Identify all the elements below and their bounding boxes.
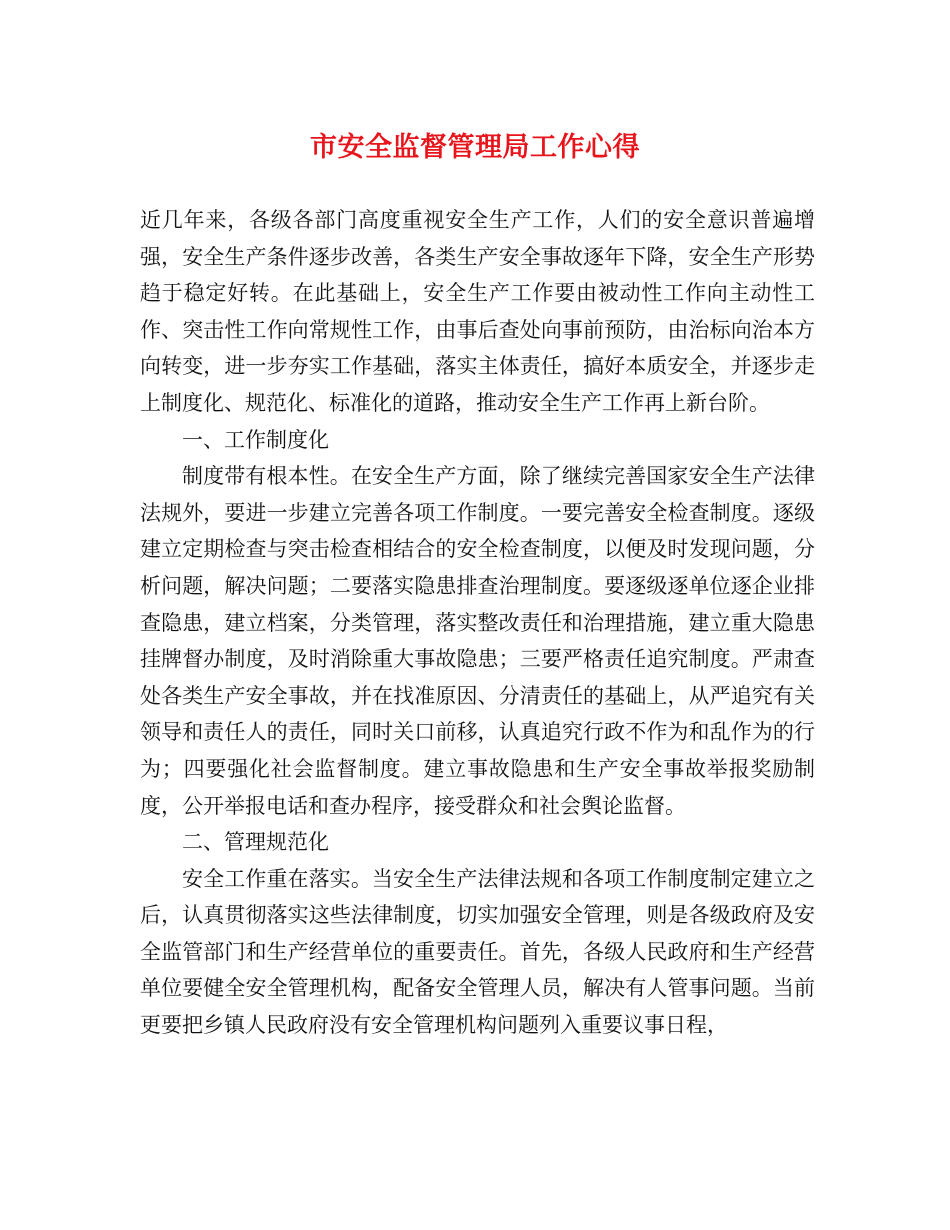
section-heading-2: 二、管理规范化 bbox=[182, 830, 329, 855]
section-paragraph-2: 安全工作重在落实。当安全生产法律法规和各项工作制度制定建立之后，认真贯彻落实这些法律制度，切实加强安全管理，则是各级政府及安全监管部门和生产经营单位的重要责任。首先，各级人民政府和生产经营单位要健全安全管理机构，配备安全管理人员，解决有人管事问题。当前更要把乡镇人民政府没有安全管理机构问题列入重要议事日程， bbox=[140, 866, 815, 1038]
document-body bbox=[140, 202, 815, 1044]
intro-paragraph: 近几年来，各级各部门高度重视安全生产工作，人们的安全意识普遍增强，安全生产条件逐步改善，各类生产安全事故逐年下降，安全生产形势趋于稳定好转。在此基础上，安全生产工作要由被动性工作向主动性工作、突击性工作向常规性工作，由事后查处向事前预防，由治标向治本方向转变，进一步夯实工作基础，落实主体责任，搞好本质安全，并逐步走上制度化、规范化、标准化的道路，推动安全生产工作再上新台阶。 bbox=[140, 208, 815, 415]
document-title: 市安全监督管理局工作心得 bbox=[310, 132, 640, 163]
section-heading-1: 一、工作制度化 bbox=[182, 427, 329, 452]
section-paragraph-1: 制度带有根本性。在安全生产方面，除了继续完善国家安全生产法律法规外，要进一步建立完善各项工作制度。一要完善安全检查制度。逐级建立定期检查与突击检查相结合的安全检查制度，以便及时发现问题，分析问题，解决问题；二要落实隐患排查治理制度。要逐级逐单位逐企业排查隐患，建立档案，分类管理，落实整改责任和治理措施，建立重大隐患挂牌督办制度，及时消除重大事故隐患；三要严格责任追究制度。严肃查处各类生产安全事故，并在找准原因、分清责任的基础上，从严追究有关领导和责任人的责任，同时关口前移，认真追究行政不作为和乱作为的行为；四要强化社会监督制度。建立事故隐患和生产安全事故举报奖励制度，公开举报电话和查办程序，接受群众和社会舆论监督。 bbox=[140, 464, 815, 818]
